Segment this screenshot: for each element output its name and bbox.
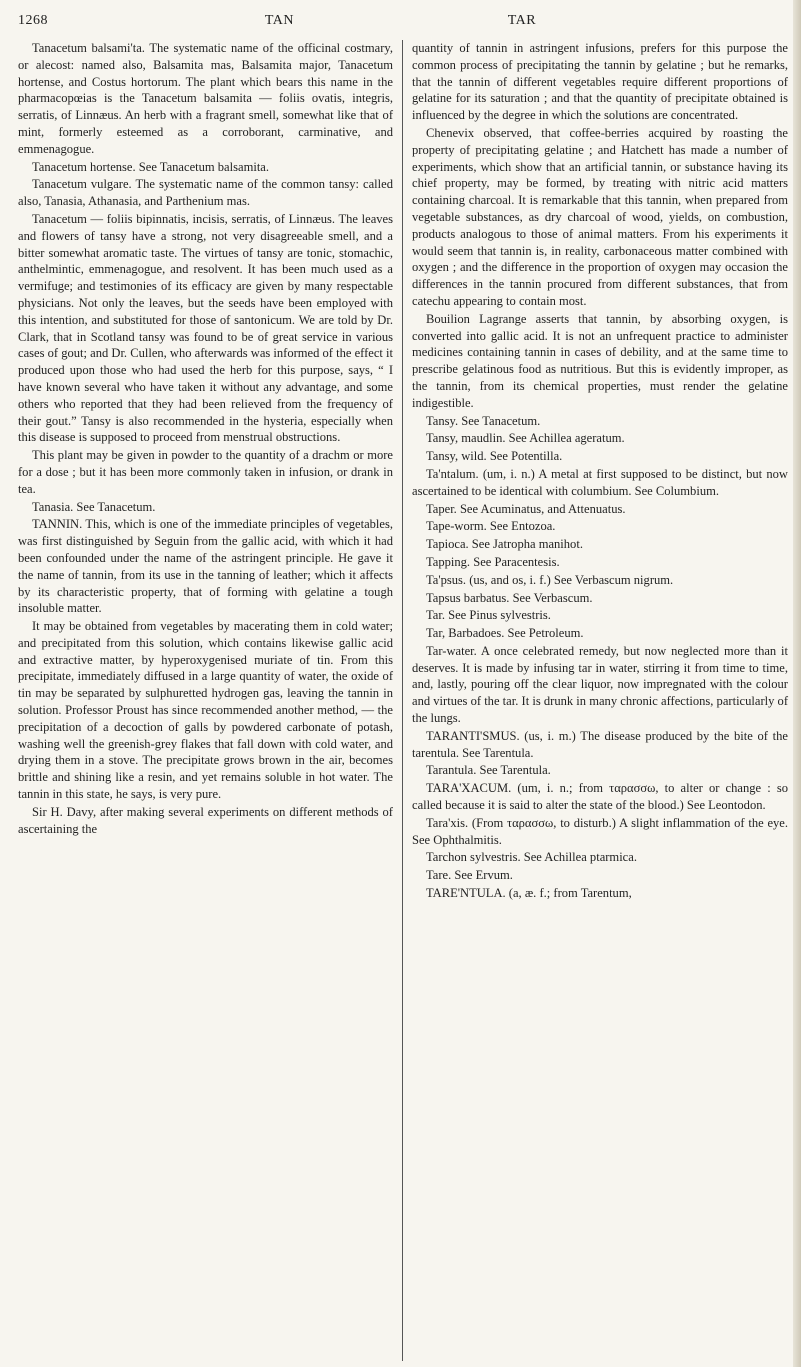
dictionary-entry: Ta'psus. (us, and os, i. f.) See Verbascum nigrum. <box>426 572 674 587</box>
dictionary-entry: TARA'XACUM. (um, i. n.; from ταρασσω, to alter or change : so called because it is said to alter the state of the blood.) See Leontodon. <box>412 781 788 813</box>
dictionary-entry: Tapping. See Paracentesis. <box>426 554 560 569</box>
dictionary-entry: Tapsus barbatus. See Verbascum. <box>426 590 593 605</box>
dictionary-entry: Bouilion Lagrange asserts that tannin, by absorbing oxygen, is converted into gallic acid. It is not an unfrequent practice to administer medicines containing tannin in cases of debility, and at the same time to prescribe gelatinous food as nutritious. But this is evidently improper, as the tannin, from its chemical properties, must render the gelatine indigestible. <box>412 311 788 410</box>
dictionary-entry: Tapioca. See Jatropha manihot. <box>426 537 583 552</box>
dictionary-entry: Tar. See Pinus sylvestris. <box>426 608 551 623</box>
dictionary-entry: Tanasia. See Tanacetum. <box>32 499 156 514</box>
dictionary-entry: It may be obtained from vegetables by macerating them in cold water; and precipitated from this solution, which contains likewise gallic acid and extractive matter, by hyperoxygenised muriate of tin. From this precipitate, immediately diffused in a large quantity of water, the oxide of tin may be separated by sulphuretted hydrogen gas, leaving the tannin in solution. Professor Proust has since recommended another method, — the precipitation of a decoction of galls by powdered carbonate of potash, washing well the greenish-grey flakes that fall down with cold water, and drying them in a stove. The precipitate grows brown in the air, becomes brittle and shining like a resin, and yet remains soluble in hot water. The tannin in this state, he says, is very pure. <box>18 619 393 802</box>
right-running-head: TAR <box>507 13 537 28</box>
page-number: 1268 <box>18 13 48 28</box>
left-running-head: TAN <box>264 13 295 28</box>
running-header <box>18 8 783 34</box>
dictionary-entry: This plant may be given in powder to the quantity of a drachm or more for a dose ; but it has been more commonly taken in infusion, or drank in tea. <box>18 448 393 496</box>
page-edge <box>793 0 801 1367</box>
dictionary-entry: Ta'ntalum. (um, i. n.) A metal at first supposed to be distinct, but now ascertained to be identical with columbium. See Columbium. <box>412 466 788 498</box>
dictionary-entry: Tanacetum — foliis bipinnatis, incisis, serratis, of Linnæus. The leaves and flowers of tansy have a strong, not very disagreeable smell, and a bitter somewhat aromatic taste. The virtues of tansy are tonic, stomachic, anthelmintic, emmenagogue, and resolvent. It has been much used as a vermifuge; and testimonies of its efficacy are given by many respectable physicians. Not only the leaves, but the seeds have been employed with this intention, and substituted for those of santonicum. We are told by Dr. Clark, that in Scotland tansy was found to be of great service in various cases of gout; and Dr. Cullen, who afterwards was informed of the effect it produced upon those who had used the herb for this purpose, says, “ I have known several who have taken it without any advantage, and some others who reported that they had been relieved from the frequency of their gout.” Tansy is also recommended in the hysteria, especially when this disease is supposed to proceed from menstrual obstructions. <box>18 211 394 445</box>
right-column <box>412 40 788 1361</box>
dictionary-entry: TANNIN. This, which is one of the immediate principles of vegetables, was first distinguished by Seguin from the gallic acid, with which it had been confounded under the name of the astringent principle. He gave it the name of tannin, from its use in the tanning of leather; which it affects by its characteristic property, that of forming with gelatine a tough insoluble matter. <box>18 517 393 616</box>
dictionary-entry: Tansy, maudlin. See Achillea ageratum. <box>426 431 625 446</box>
left-column <box>18 40 393 1361</box>
dictionary-entry: Tarantula. See Tarentula. <box>426 763 551 778</box>
running-heads <box>48 13 753 29</box>
column-divider <box>402 40 403 1361</box>
dictionary-entry: Tanacetum hortense. See Tanacetum balsamita. <box>32 159 270 174</box>
dictionary-entry: Tara'xis. (From ταρασσω, to disturb.) A slight inflammation of the eye. See Ophthalmitis. <box>412 815 788 847</box>
dictionary-entry: Tape-worm. See Entozoa. <box>426 519 556 534</box>
dictionary-entry: TARE'NTULA. (a, æ. f.; from Tarentum, <box>426 886 632 901</box>
dictionary-entry: Tanacetum vulgare. The systematic name of the common tansy: called also, Tanasia, Athanasia, and Parthenium mas. <box>18 177 393 209</box>
dictionary-entry: Taper. See Acuminatus, and Attenuatus. <box>426 501 626 516</box>
dictionary-entry: Chenevix observed, that coffee-berries acquired by roasting the property of precipitating gelatine ; and Hatchett has made a number of experiments, which show that an artificial tannin, or substance having its chief property, may be formed, by treating with nitric acid matters containing charcoal. It is remarkable that this tannin, when prepared from vegetable substances, as dry charcoal of wood, yields, on combustion, products analogous to those of animal matters. From his experiments it would seem that tannin is, in reality, carbonaceous matter combined with oxygen ; and the difference in the proportion of oxygen may occasion the differences in the tannin procured from different substances, that from catechu appearing to contain most. <box>412 125 788 308</box>
dictionary-entry: Tarchon sylvestris. See Achillea ptarmica. <box>426 850 637 865</box>
dictionary-entry: Tansy. See Tanacetum. <box>426 413 541 428</box>
dictionary-entry: Tare. See Ervum. <box>426 868 513 883</box>
dictionary-entry: Tar-water. A once celebrated remedy, but now neglected more than it deserves. It is made by infusing tar in water, stirring it from time to time, and, lastly, pouring off the clear liquor, now impregnated with the colour and virtues of the tar. It is drunk in many chronic affections, particularly of the lungs. <box>412 643 788 726</box>
dictionary-entry: Tanacetum balsami'ta. The systematic name of the officinal costmary, or alecost: named also, Balsamita mas, Balsamita major, Tanacetum hortense, and Costus hortorum. The plant which bears this name in the pharmacopœias is the Tanacetum balsamita — foliis ovatis, integris, serratis, of Linnæus. An herb with a fragrant smell, somewhat like that of mint, formerly esteemed as a corroborant, carminative, and emmenagogue. <box>18 41 393 156</box>
dictionary-entry: Tar, Barbadoes. See Petroleum. <box>426 626 584 641</box>
dictionary-entry: Sir H. Davy, after making several experiments on different methods of ascertaining the <box>18 804 393 836</box>
dictionary-entry: TARANTI'SMUS. (us, i. m.) The disease produced by the bite of the tarentula. See Tarentula. <box>412 728 788 760</box>
dictionary-entry: Tansy, wild. See Potentilla. <box>426 449 563 464</box>
dictionary-entry: quantity of tannin in astringent infusions, prefers for this purpose the common process of precipitating the tannin by gelatine ; but he remarks, that the tannin of different vegetables require different proportions of gelatine for its saturation ; and that the quantity of precipitate obtained is influenced by the degree in which the solutions are concentrated. <box>412 41 788 123</box>
